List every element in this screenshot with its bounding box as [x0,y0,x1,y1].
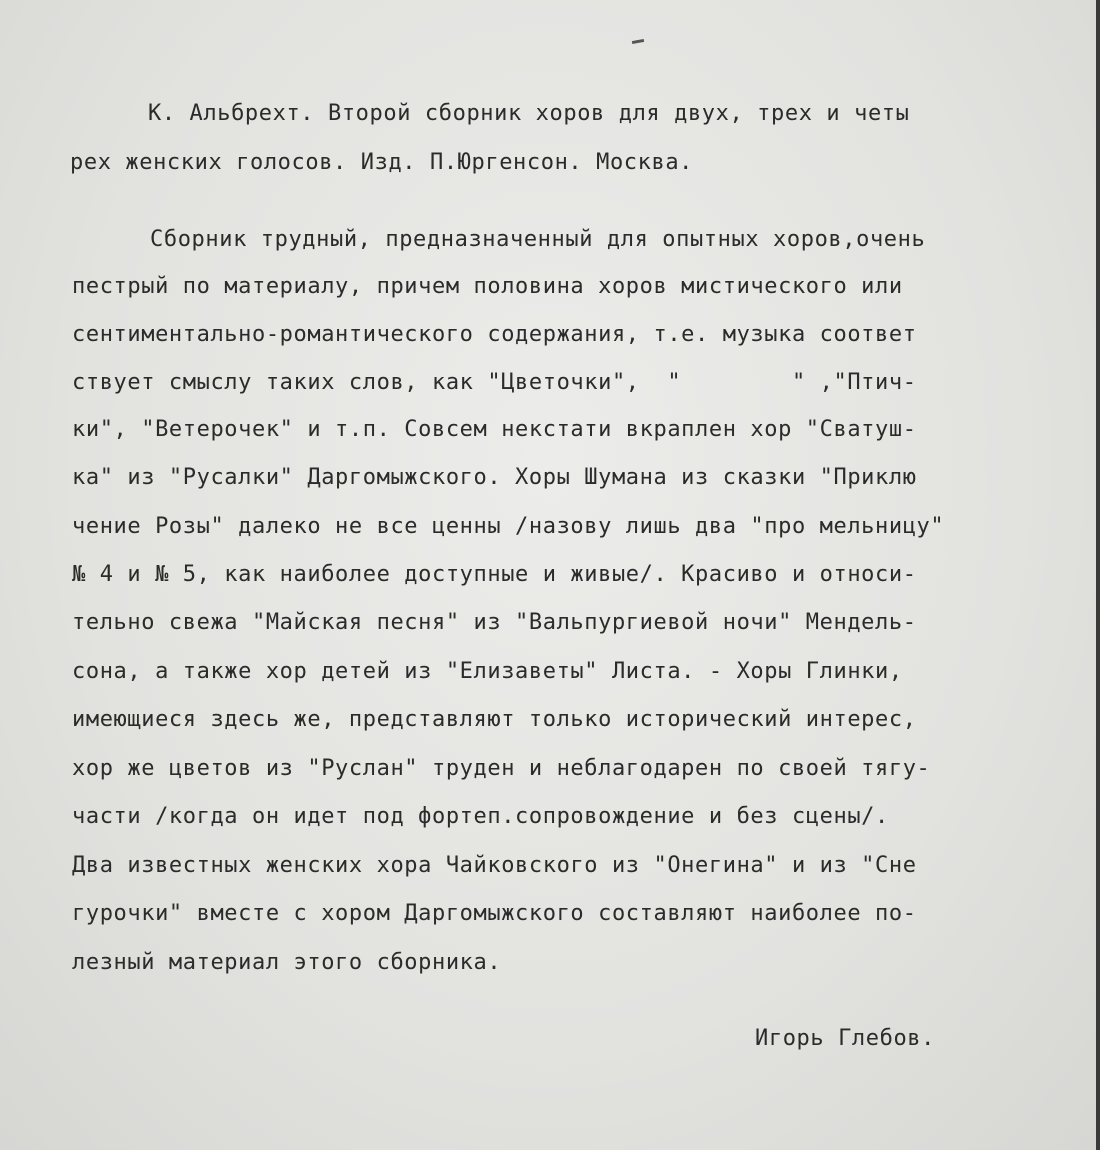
review-body-line: ки", "Ветерочек" и т.п. Совсем некстати вкраплен хор "Сватуш- [72,417,917,442]
review-body-line: сентиментально-романтического содержания, т.е. музыка соответ [72,322,917,347]
review-body-line: пестрый по материалу, причем половина хоров мистического или [72,274,903,299]
review-body-line: тельно свежа "Майская песня" из "Вальпургиевой ночи" Мендель- [72,610,917,635]
review-heading-line-1: К. Альбрехт. Второй сборник хоров для двух, трех и четы [148,101,910,126]
review-body-line: гурочки" вместе с хором Даргомыжского составляют наиболее по- [72,901,917,926]
review-body-line: ствует смыслу таких слов, как "Цветочки", " " ,"Птич- [72,370,917,395]
author-signature: Игорь Глебов. [755,1026,935,1051]
review-body-line: лезный материал этого сборника. [72,950,502,975]
review-body-line: части /когда он идет под фортеп.сопровождение и без сцены/. [72,804,889,829]
review-body-line: Два известных женских хора Чайковского из "Онегина" и из "Сне [72,853,917,878]
review-body-line: чение Розы" далеко не все ценны /назову лишь два "про мельницу" [72,514,945,539]
page-edge-shadow [1096,0,1100,1150]
review-body-line: № 4 и № 5, как наиболее доступные и живые/. Красиво и относи- [72,562,917,587]
review-heading-line-2: рех женских голосов. Изд. П.Юргенсон. Москва. [70,150,694,175]
review-body-line: сона, а также хор детей из "Елизаветы" Листа. - Хоры Глинки, [72,659,903,684]
review-body-line: хор же цветов из "Руслан" труден и неблагодарен по своей тягу- [72,756,931,781]
ink-mark [632,39,644,44]
review-body-line: имеющиеся здесь же, представляют только исторический интерес, [72,707,917,732]
review-body-line: ка" из "Русалки" Даргомыжского. Хоры Шумана из сказки "Приклю [72,465,917,490]
review-body-line: Сборник трудный, предназначенный для опытных хоров,очень [150,227,926,252]
